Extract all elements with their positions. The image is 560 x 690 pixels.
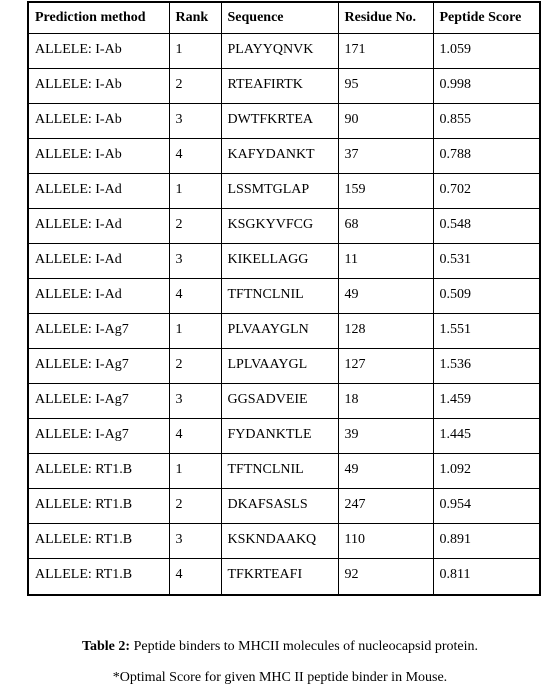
- table-row: [28, 138, 540, 173]
- table-row: [28, 558, 540, 595]
- cell-rank: 3: [169, 383, 221, 418]
- cell-residue-no: 49: [338, 278, 433, 313]
- peptide-binders-table: [27, 1, 541, 596]
- cell-rank: 4: [169, 278, 221, 313]
- cell-sequence: FYDANKTLE: [221, 418, 338, 453]
- cell-peptide-score: 0.788: [433, 138, 540, 173]
- cell-peptide-score: 1.092: [433, 453, 540, 488]
- cell-sequence: KAFYDANKT: [221, 138, 338, 173]
- cell-sequence: LSSMTGLAP: [221, 173, 338, 208]
- cell-sequence: DKAFSASLS: [221, 488, 338, 523]
- cell-rank: 2: [169, 348, 221, 383]
- cell-peptide-score: 1.551: [433, 313, 540, 348]
- cell-prediction-method: ALLELE: I-Ad: [28, 278, 169, 313]
- table-row: [28, 173, 540, 208]
- table-row: [28, 453, 540, 488]
- table-row: [28, 383, 540, 418]
- cell-residue-no: 49: [338, 453, 433, 488]
- cell-peptide-score: 0.954: [433, 488, 540, 523]
- table-row: [28, 488, 540, 523]
- cell-prediction-method: ALLELE: I-Ag7: [28, 313, 169, 348]
- table-row: [28, 33, 540, 68]
- cell-prediction-method: ALLELE: I-Ad: [28, 208, 169, 243]
- cell-rank: 1: [169, 33, 221, 68]
- cell-rank: 1: [169, 453, 221, 488]
- cell-peptide-score: 1.459: [433, 383, 540, 418]
- cell-sequence: LPLVAAYGL: [221, 348, 338, 383]
- cell-residue-no: 68: [338, 208, 433, 243]
- cell-sequence: TFTNCLNIL: [221, 453, 338, 488]
- table-row: [28, 418, 540, 453]
- cell-sequence: KSGKYVFCG: [221, 208, 338, 243]
- cell-residue-no: 128: [338, 313, 433, 348]
- cell-prediction-method: ALLELE: RT1.B: [28, 453, 169, 488]
- cell-sequence: PLVAAYGLN: [221, 313, 338, 348]
- cell-rank: 2: [169, 68, 221, 103]
- cell-sequence: GGSADVEIE: [221, 383, 338, 418]
- cell-sequence: TFKRTEAFI: [221, 558, 338, 595]
- cell-rank: 1: [169, 313, 221, 348]
- cell-sequence: PLAYYQNVK: [221, 33, 338, 68]
- header-peptide-score: Peptide Score: [433, 2, 540, 33]
- cell-sequence: KIKELLAGG: [221, 243, 338, 278]
- header-rank: Rank: [169, 2, 221, 33]
- cell-residue-no: 159: [338, 173, 433, 208]
- table-row: [28, 313, 540, 348]
- caption-note: *Optimal Score for given MHC II peptide binder in Mouse.: [112, 670, 448, 685]
- caption-text: Peptide binders to MHCII molecules of nucleocapsid protein.: [133, 639, 479, 654]
- cell-sequence: DWTFKRTEA: [221, 103, 338, 138]
- header-prediction-method: Prediction method: [28, 2, 169, 33]
- table-header-row: [28, 2, 540, 33]
- cell-rank: 2: [169, 488, 221, 523]
- caption-label: Table 2:: [81, 639, 131, 654]
- cell-residue-no: 92: [338, 558, 433, 595]
- cell-rank: 3: [169, 523, 221, 558]
- table-row: [28, 208, 540, 243]
- header-sequence: Sequence: [221, 2, 338, 33]
- cell-peptide-score: 1.059: [433, 33, 540, 68]
- peptide-table-container: [27, 1, 541, 596]
- table-row: [28, 103, 540, 138]
- cell-sequence: RTEAFIRTK: [221, 68, 338, 103]
- cell-residue-no: 171: [338, 33, 433, 68]
- cell-prediction-method: ALLELE: I-Ag7: [28, 418, 169, 453]
- cell-peptide-score: 0.811: [433, 558, 540, 595]
- cell-prediction-method: ALLELE: I-Ab: [28, 68, 169, 103]
- cell-peptide-score: 1.445: [433, 418, 540, 453]
- table-body: [28, 33, 540, 595]
- cell-peptide-score: 0.548: [433, 208, 540, 243]
- cell-peptide-score: 0.855: [433, 103, 540, 138]
- cell-prediction-method: ALLELE: I-Ad: [28, 243, 169, 278]
- cell-rank: 4: [169, 418, 221, 453]
- cell-residue-no: 90: [338, 103, 433, 138]
- table-row: [28, 243, 540, 278]
- table-row: [28, 348, 540, 383]
- cell-peptide-score: 0.702: [433, 173, 540, 208]
- table-row: [28, 523, 540, 558]
- cell-rank: 3: [169, 243, 221, 278]
- cell-prediction-method: ALLELE: I-Ag7: [28, 348, 169, 383]
- cell-residue-no: 247: [338, 488, 433, 523]
- cell-prediction-method: ALLELE: RT1.B: [28, 558, 169, 595]
- cell-prediction-method: ALLELE: I-Ad: [28, 173, 169, 208]
- table-caption: [0, 639, 560, 655]
- cell-prediction-method: ALLELE: I-Ag7: [28, 383, 169, 418]
- cell-peptide-score: 1.536: [433, 348, 540, 383]
- cell-sequence: TFTNCLNIL: [221, 278, 338, 313]
- cell-residue-no: 11: [338, 243, 433, 278]
- cell-rank: 3: [169, 103, 221, 138]
- cell-prediction-method: ALLELE: RT1.B: [28, 523, 169, 558]
- table-row: [28, 278, 540, 313]
- cell-peptide-score: 0.509: [433, 278, 540, 313]
- cell-rank: 2: [169, 208, 221, 243]
- cell-peptide-score: 0.531: [433, 243, 540, 278]
- cell-peptide-score: 0.998: [433, 68, 540, 103]
- cell-residue-no: 39: [338, 418, 433, 453]
- cell-prediction-method: ALLELE: I-Ab: [28, 103, 169, 138]
- cell-residue-no: 110: [338, 523, 433, 558]
- cell-sequence: KSKNDAAKQ: [221, 523, 338, 558]
- cell-residue-no: 95: [338, 68, 433, 103]
- cell-peptide-score: 0.891: [433, 523, 540, 558]
- cell-residue-no: 37: [338, 138, 433, 173]
- cell-rank: 1: [169, 173, 221, 208]
- cell-rank: 4: [169, 558, 221, 595]
- cell-prediction-method: ALLELE: RT1.B: [28, 488, 169, 523]
- cell-prediction-method: ALLELE: I-Ab: [28, 138, 169, 173]
- cell-rank: 4: [169, 138, 221, 173]
- table-row: [28, 68, 540, 103]
- header-residue-no: Residue No.: [338, 2, 433, 33]
- cell-residue-no: 18: [338, 383, 433, 418]
- cell-residue-no: 127: [338, 348, 433, 383]
- cell-prediction-method: ALLELE: I-Ab: [28, 33, 169, 68]
